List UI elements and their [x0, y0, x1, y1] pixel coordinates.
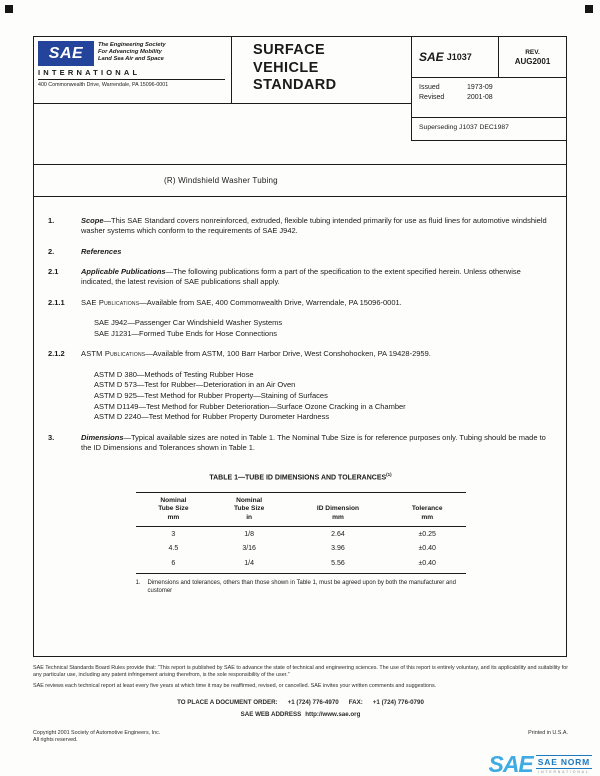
- section-body-text: —Available from SAE, 400 Commonwealth Drive, Warrendale, PA 15096-0001.: [139, 297, 402, 307]
- web-address-line: [33, 711, 568, 719]
- section-3-dimensions: [48, 433, 553, 454]
- section-body-text: —Typical available sizes are noted in Table 1. The Nominal Tube Size is for reference purposes only. Tubing should be made to the ID Dimensions and Tolerances shown in Table 1.: [81, 432, 546, 453]
- sae-publications-list: [94, 318, 553, 339]
- doc-type-line: STANDARD: [253, 77, 337, 94]
- legal-paragraph: SAE reviews each technical report at least every five years at which time it may be reaffirmed, revised, or cancelled. SAE invites your written comments and suggestions.: [33, 683, 437, 690]
- header-publisher-cell: [34, 37, 232, 104]
- footnote-text: Dimensions and tolerances, others than those shown in Table 1, must be agreed upon by both the manufacturer and customer: [147, 579, 456, 594]
- col-header-line: Tube Size: [158, 505, 189, 513]
- publisher-address: 400 Commonwealth Drive, Warrendale, PA 15096-0001: [38, 82, 169, 88]
- copyright-block: [33, 730, 160, 745]
- table-cell: ±0.40: [418, 545, 436, 553]
- col-header-id-dimension: [287, 492, 389, 527]
- fax-label: FAX:: [348, 699, 363, 707]
- section-1-scope: [48, 216, 553, 237]
- astm-publications-list: [94, 370, 553, 423]
- sae-logo: SAE: [38, 41, 94, 66]
- table-row: [136, 527, 466, 542]
- dates-cell: [412, 78, 566, 118]
- issued-row: [419, 84, 566, 91]
- col-header-tolerance: [389, 492, 466, 527]
- section-number: 2.1.1: [48, 297, 65, 307]
- page-footer: [33, 665, 568, 745]
- rights-text: All rights reserved.: [33, 737, 78, 744]
- table-title: [48, 472, 553, 483]
- section-number: 2.1: [48, 267, 59, 277]
- table-cell: 4.5: [168, 545, 179, 553]
- superseding-note: Superseding J1037 DEC1987: [412, 118, 566, 141]
- section-2-1-applicable-publications: [48, 267, 553, 288]
- sae-norm-logo: [488, 751, 592, 776]
- doc-type-line: SURFACE: [253, 42, 326, 58]
- order-label: TO PLACE A DOCUMENT ORDER:: [177, 699, 278, 707]
- section-body-text: —Available from ASTM, 100 Barr Harbor Drive, West Conshohocken, PA 19428-2959.: [145, 349, 431, 359]
- copyright-row: [33, 730, 568, 745]
- society-line: Land Sea Air and Space: [98, 56, 164, 63]
- table-footnote: [136, 579, 466, 595]
- section-text: [81, 433, 553, 454]
- printed-note: Printed in U.S.A.: [528, 730, 568, 737]
- revision-label: REV.: [525, 48, 540, 56]
- document-order-line: [33, 699, 568, 707]
- table-cell: 6: [136, 557, 212, 574]
- table-row: [136, 557, 466, 574]
- sae-norm-logo-mark: SAE: [488, 751, 533, 776]
- issued-value: 1973-09: [467, 84, 493, 91]
- section-2-1-1-sae-publications: [48, 298, 553, 308]
- revision-value: AUG2001: [514, 56, 551, 66]
- col-header-nominal-mm: [136, 492, 212, 527]
- col-header-line: mm: [421, 513, 434, 521]
- society-line: For Advancing Mobility: [98, 49, 162, 56]
- footer-legal: [33, 665, 568, 690]
- section-heading: Scope: [81, 216, 104, 225]
- web-label: SAE WEB ADDRESS: [240, 710, 302, 718]
- table-title-footnote-ref: (1): [386, 471, 392, 477]
- sae-wordmark: SAE: [419, 50, 444, 64]
- col-header-line: Nominal: [236, 496, 263, 504]
- col-header-line: Nominal: [160, 496, 187, 504]
- table-1-block: [48, 472, 553, 595]
- section-2-1-2-astm-publications: [48, 349, 553, 359]
- sae-norm-logo-text-block: [536, 755, 592, 774]
- section-text: [81, 267, 553, 288]
- section-heading: ASTM Publications: [81, 349, 146, 359]
- section-text: [81, 247, 553, 257]
- doc-type: [253, 42, 411, 95]
- table-row: [136, 542, 466, 557]
- document-frame: [33, 36, 567, 657]
- legal-paragraph: SAE Technical Standards Board Rules provide that: “This report is published by SAE to advance the state of technical and engineering sciences. The use of this report is entirely voluntary, and its applicability and suitability for any particular use, including any patent infringement arising therefrom, is the sole responsibility of the user.”: [33, 665, 568, 679]
- section-number: 2.: [48, 246, 55, 256]
- doc-type-line: VEHICLE: [253, 59, 319, 76]
- web-url: http://www.sae.org: [305, 710, 361, 718]
- copyright-text: Copyright 2001 Society of Automotive Engineers, Inc.: [33, 730, 161, 737]
- publication-item: ASTM D 925—Test Method for Rubber Property—Staining of Surfaces: [94, 390, 328, 400]
- col-header-line: ID Dimension: [316, 505, 360, 513]
- col-header-line: Tolerance: [411, 505, 443, 513]
- section-text: [81, 298, 553, 308]
- table-cell: 3.96: [331, 545, 345, 553]
- section-heading: References: [81, 246, 122, 256]
- publication-item: SAE J942—Passenger Car Windshield Washer Systems: [94, 318, 283, 328]
- section-text: [81, 349, 553, 359]
- doc-code-cell: [412, 37, 499, 77]
- section-2-references: [48, 247, 553, 257]
- publication-item: ASTM D1149—Test Method for Rubber Deterioration—Surface Ozone Cracking in a Chamber: [94, 401, 406, 411]
- issued-label: Issued: [419, 84, 440, 91]
- table-cell: 3/16: [242, 545, 256, 553]
- revised-row: [419, 94, 566, 101]
- society-tagline: [98, 41, 166, 66]
- footnote-number: 1.: [135, 579, 141, 586]
- order-phone: +1 (724) 776-4970: [287, 699, 339, 707]
- section-heading: SAE Publications: [81, 297, 140, 307]
- publication-item: ASTM D 573—Test for Rubber—Deterioration in an Air Oven: [94, 380, 296, 390]
- section-number: 3.: [48, 432, 55, 442]
- revised-value: 2001-08: [467, 94, 493, 101]
- col-header-line: mm: [167, 513, 180, 521]
- table-cell: 3: [171, 530, 176, 538]
- col-header-line: in: [246, 513, 253, 521]
- section-body-text: —This SAE Standard covers nonreinforced, extruded, flexible tubing intended primarily for use as fluid lines for automotive windshield washer systems which conform to the requirements of SAE J942.: [81, 216, 547, 236]
- publication-item: ASTM D 380—Methods of Testing Rubber Hose: [94, 369, 254, 379]
- col-header-line: mm: [332, 513, 344, 521]
- table-cell: 1/4: [211, 557, 287, 574]
- section-number: 2.1.2: [48, 349, 65, 359]
- fax-phone: +1 (724) 776-0790: [372, 699, 424, 707]
- table-title-text: TABLE 1—TUBE ID DIMENSIONS AND TOLERANCES: [209, 473, 387, 481]
- page-title: (R) Windshield Washer Tubing: [164, 176, 278, 185]
- publication-item: ASTM D 2240—Test Method for Rubber Property Durometer Hardness: [94, 412, 330, 422]
- section-text: [81, 216, 553, 237]
- col-header-line: Tube Size: [233, 505, 265, 513]
- tube-id-table: [136, 492, 466, 574]
- document-body: [34, 197, 566, 656]
- international-label: INTERNATIONAL: [38, 68, 225, 80]
- table-cell: 1/8: [244, 530, 254, 538]
- table-cell: ±0.40: [389, 557, 466, 574]
- table-cell: ±0.25: [418, 530, 436, 538]
- revised-label: Revised: [419, 94, 445, 101]
- sae-norm-logo-subtext: INTERNATIONAL: [538, 770, 590, 775]
- sae-norm-logo-name: SAE NORM: [537, 757, 590, 768]
- title-box: [34, 164, 566, 197]
- scan-registration-mark: [5, 5, 13, 13]
- table-cell: 5.56: [287, 557, 389, 574]
- section-body-text: —The following publications form a part of the specification to the extent specified herein. Unless otherwise indicated, the latest revision of SAE publications shall apply.: [81, 267, 521, 287]
- publication-item: SAE J1231—Formed Tube Ends for Hose Connections: [94, 328, 278, 338]
- doc-number-column: [411, 37, 566, 141]
- doc-number-row: [412, 37, 566, 78]
- doc-type-cell: [232, 37, 411, 104]
- col-header-nominal-in: [211, 492, 287, 527]
- section-heading: Applicable Publications: [81, 267, 166, 277]
- society-line: The Engineering Society: [98, 42, 166, 48]
- scan-registration-mark: [585, 5, 593, 13]
- publisher-logo-row: [38, 41, 225, 66]
- doc-number: J1037: [446, 52, 472, 62]
- table-cell: 2.64: [331, 530, 345, 538]
- revision-cell: [499, 37, 566, 77]
- section-heading: Dimensions: [81, 432, 124, 442]
- section-number: 1.: [48, 216, 55, 225]
- table-header-row: [136, 492, 466, 527]
